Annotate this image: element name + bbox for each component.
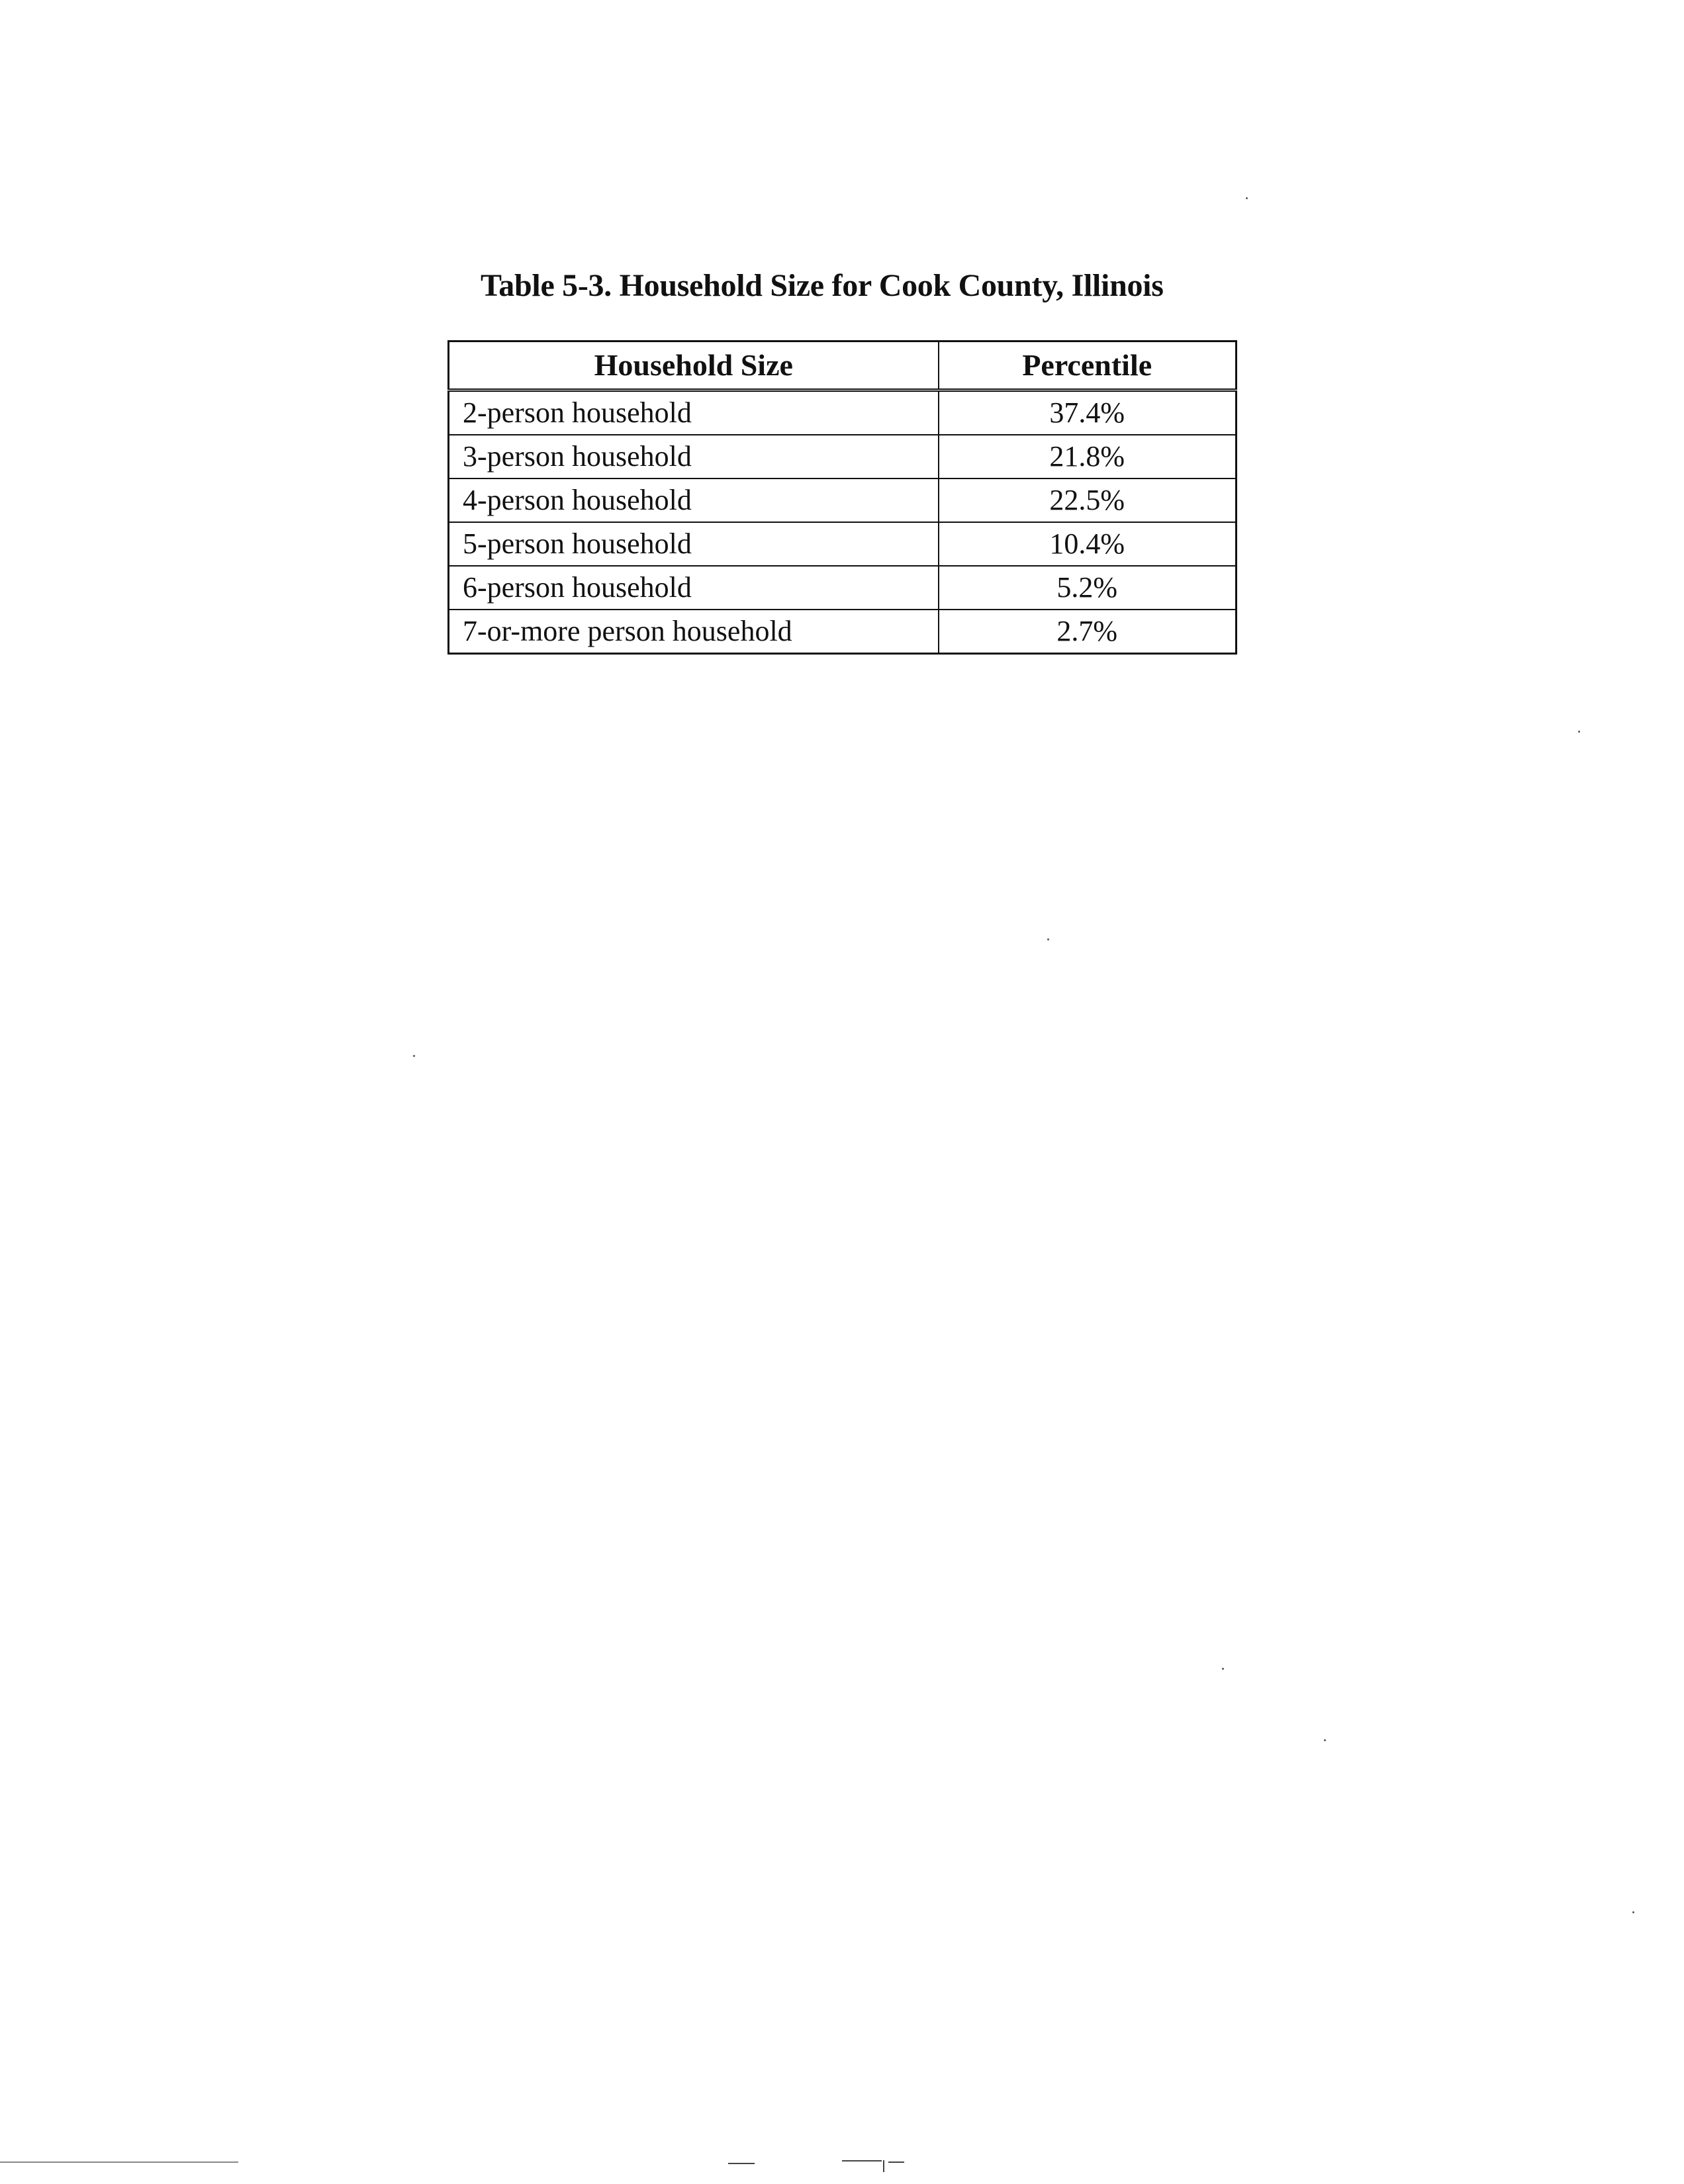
scan-speck [1222, 1668, 1224, 1670]
scan-speck [1047, 938, 1049, 940]
scan-speck [1578, 731, 1580, 733]
scan-speck [1632, 1911, 1634, 1913]
household-size-cell: 6-person household [449, 566, 939, 610]
household-size-cell: 2-person household [449, 390, 939, 435]
scan-mark [728, 2163, 755, 2164]
household-size-cell: 4-person household [449, 478, 939, 522]
table-title: Table 5-3. Household Size for Cook County, Illinois [481, 268, 1164, 303]
table-row [449, 522, 1237, 566]
percentile-cell: 21.8% [939, 435, 1237, 478]
scan-edge-marks [0, 2159, 1684, 2172]
household-size-cell: 7-or-more person household [449, 610, 939, 654]
percentile-cell: 5.2% [939, 566, 1237, 610]
table-row [449, 390, 1237, 435]
scan-mark [842, 2160, 882, 2161]
table-header-row [449, 341, 1237, 390]
percentile-cell: 22.5% [939, 478, 1237, 522]
header-percentile: Percentile [939, 341, 1237, 390]
scan-speck [1246, 197, 1248, 199]
table-row [449, 566, 1237, 610]
percentile-cell: 10.4% [939, 522, 1237, 566]
scan-mark [888, 2161, 904, 2163]
scan-mark [883, 2160, 884, 2172]
household-size-table [447, 340, 1237, 655]
scan-speck [1324, 1739, 1326, 1741]
table-row [449, 610, 1237, 654]
percentile-cell: 2.7% [939, 610, 1237, 654]
household-size-cell: 5-person household [449, 522, 939, 566]
scan-mark [0, 2161, 238, 2163]
table-row [449, 478, 1237, 522]
header-household-size: Household Size [449, 341, 939, 390]
household-size-cell: 3-person household [449, 435, 939, 478]
scan-speck [413, 1055, 415, 1057]
table-row [449, 435, 1237, 478]
percentile-cell: 37.4% [939, 390, 1237, 435]
